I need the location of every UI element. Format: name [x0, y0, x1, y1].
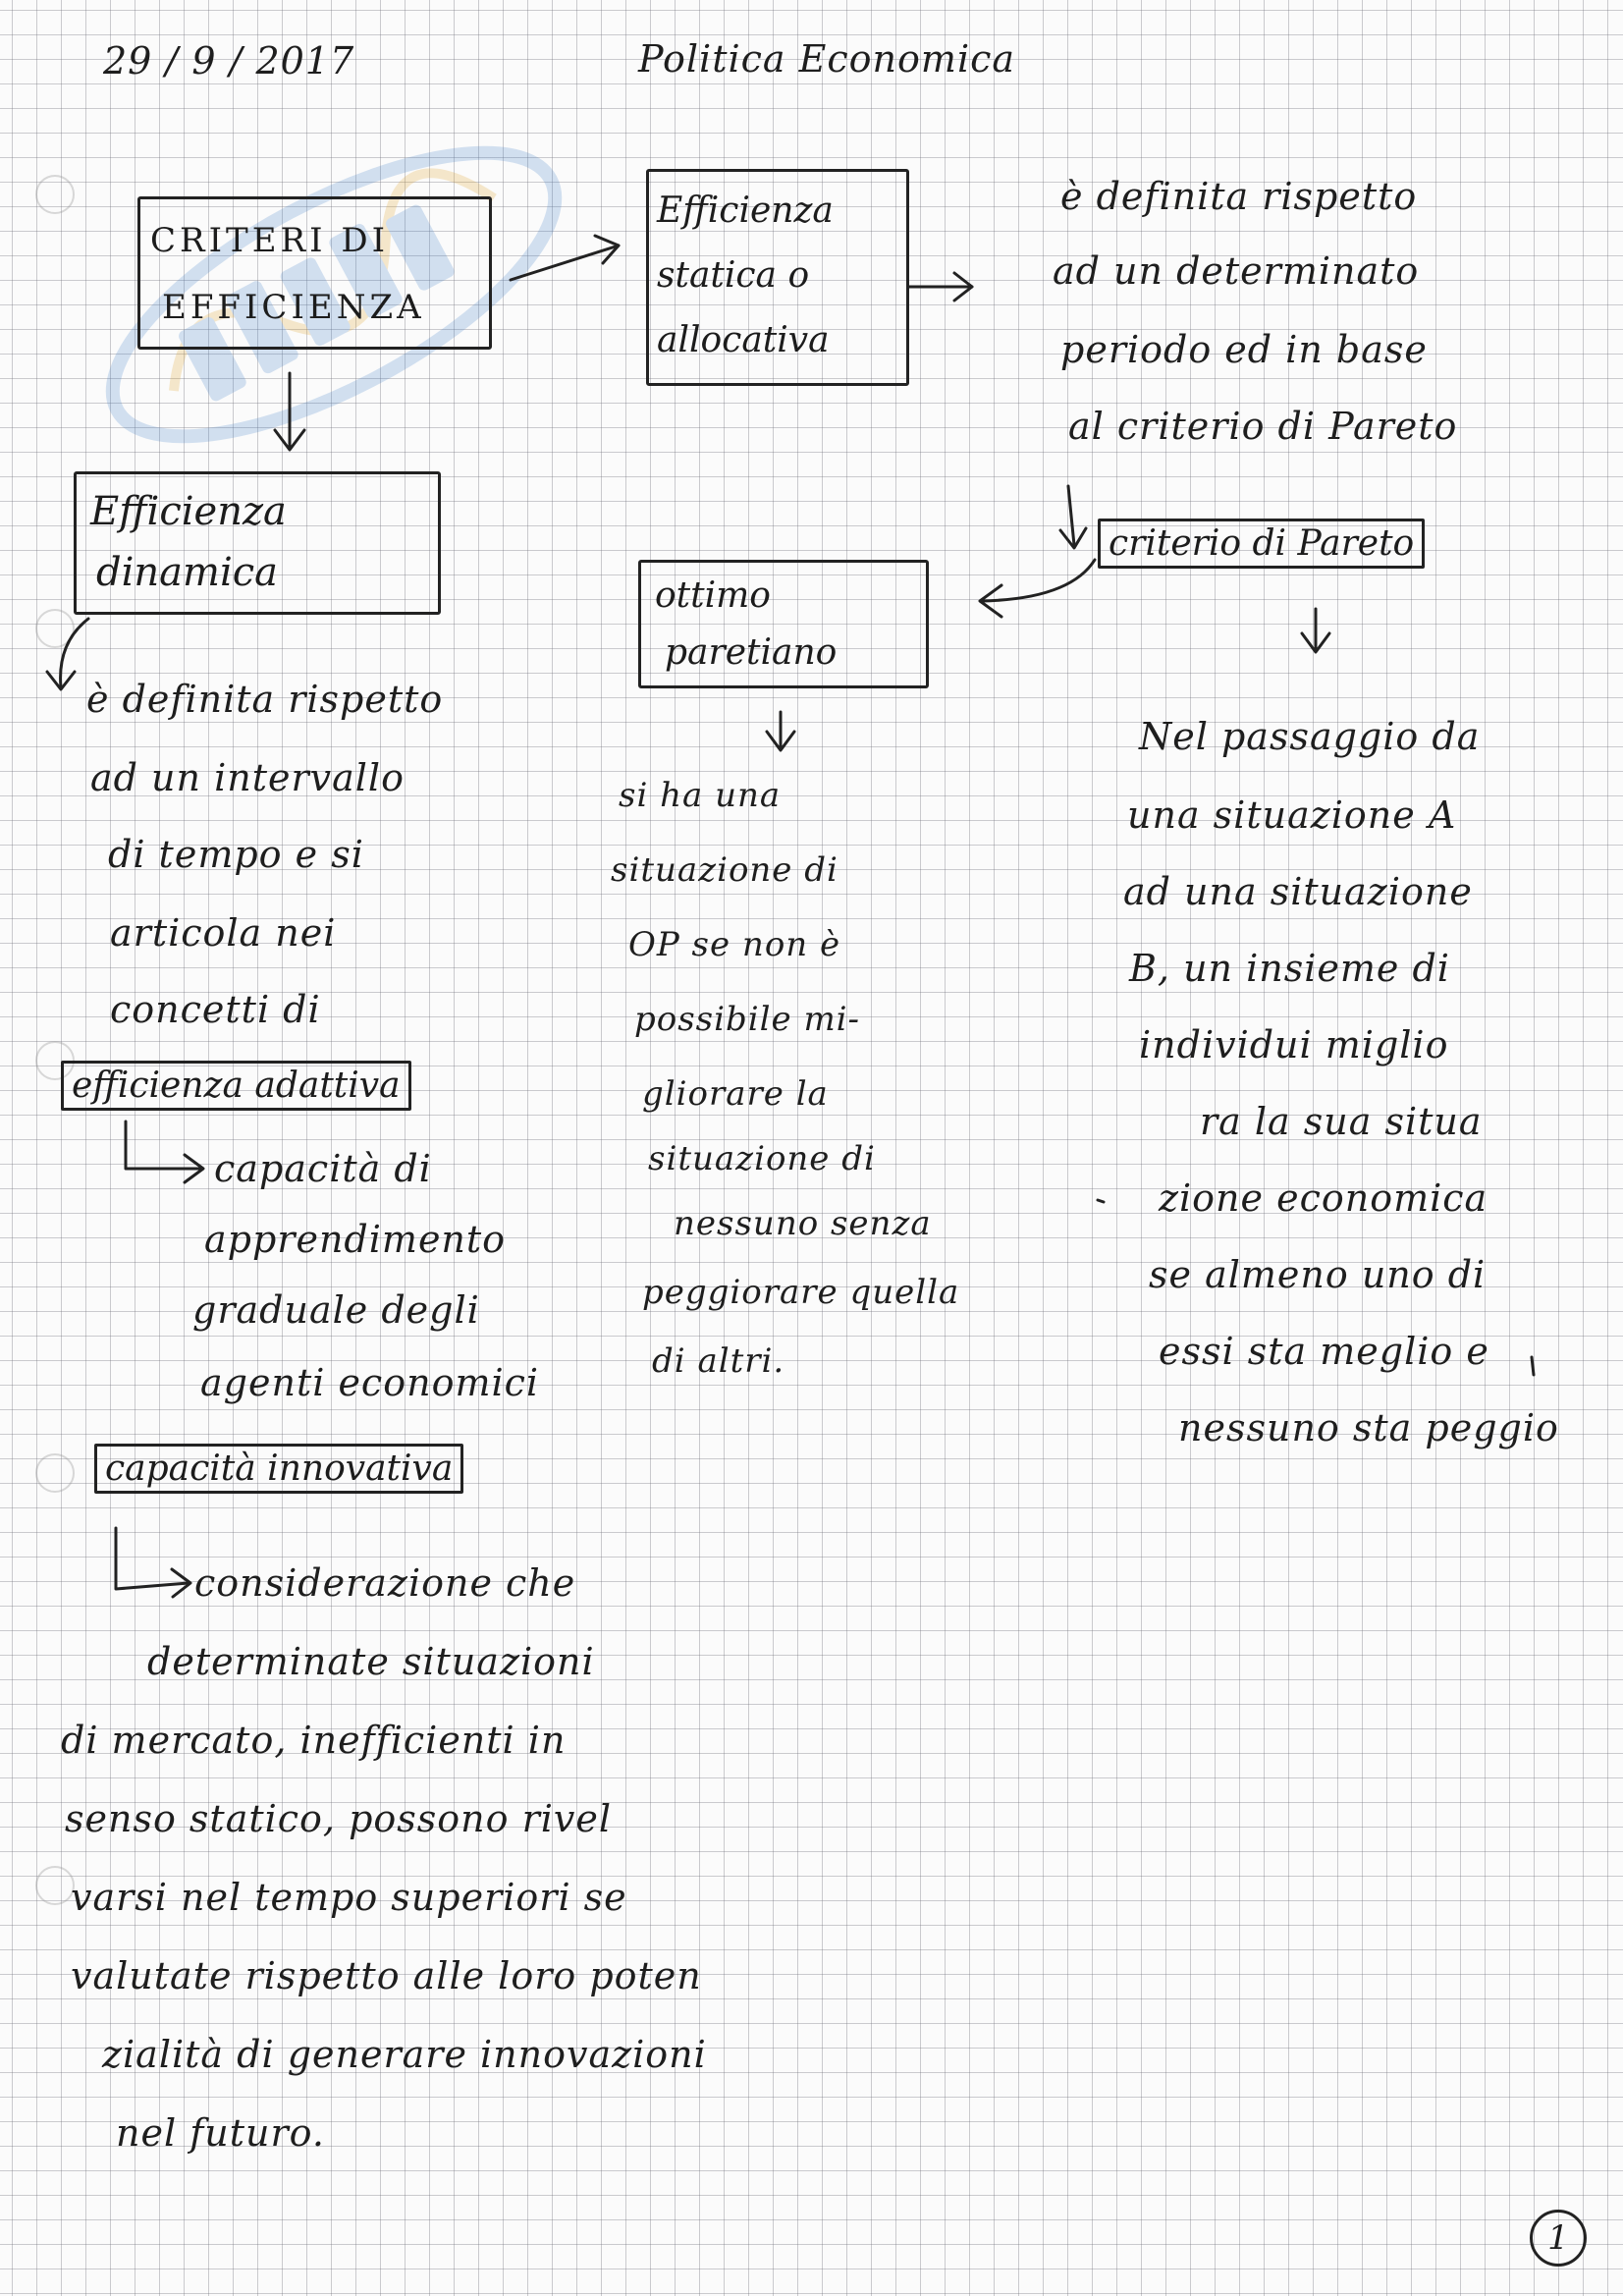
innovative-text-line: zialità di generare innovazioni	[102, 2033, 707, 2076]
dynamic-definition-line: è definita rispetto	[86, 678, 444, 721]
pareto-text-line: B, un insieme di	[1129, 947, 1450, 990]
optimum-text-line: situazione di	[611, 850, 839, 890]
optimum-text-line: nessuno senza	[674, 1204, 932, 1243]
innovative-text-line: di mercato, inefficienti in	[61, 1719, 567, 1762]
punch-hole	[35, 1453, 75, 1493]
static-box-line2: statica o	[657, 255, 810, 296]
innovative-text-line: varsi nel tempo superiori se	[71, 1876, 627, 1919]
optimum-text-line: situazione di	[648, 1139, 876, 1178]
pareto-text-line: essi sta meglio e	[1159, 1330, 1489, 1373]
criteria-box-line1: CRITERI DI	[150, 221, 390, 260]
dynamic-definition-line: concetti di	[110, 988, 321, 1031]
adaptive-text-line: graduale degli	[192, 1288, 480, 1332]
adaptive-efficiency-box: efficienza adattiva	[61, 1061, 411, 1111]
pareto-text-line: nessuno sta peggio	[1178, 1406, 1559, 1449]
pareto-text-line: zione economica	[1159, 1176, 1488, 1220]
adaptive-text-line: apprendimento	[204, 1218, 507, 1261]
pareto-text-line: ra la sua situa	[1200, 1100, 1483, 1143]
optimum-text-line: di altri.	[652, 1341, 785, 1381]
innovative-text-line: valutate rispetto alle loro poten	[71, 1954, 702, 1997]
static-definition-line: periodo ed in base	[1060, 328, 1428, 371]
pareto-text-line: individui miglio	[1139, 1023, 1449, 1066]
dynamic-box-line1: Efficienza	[90, 489, 287, 534]
note-subject: Politica Economica	[638, 37, 1016, 81]
optimum-text-line: gliorare la	[642, 1074, 829, 1114]
page-number: 1	[1530, 2210, 1587, 2267]
optimum-text-line: OP se non è	[628, 925, 841, 964]
criteria-box-line2: EFFICIENZA	[162, 288, 425, 327]
innovative-capacity-box: capacità innovativa	[94, 1444, 463, 1494]
static-definition-line: al criterio di Pareto	[1068, 405, 1458, 448]
static-definition-line: ad un determinato	[1053, 249, 1420, 293]
arrow-adaptive-hook	[126, 1121, 201, 1169]
innovative-text-line: considerazione che	[194, 1561, 576, 1605]
criteria-box	[137, 196, 492, 350]
static-box-line3: allocativa	[657, 320, 830, 360]
innovative-text-line: determinate situazioni	[147, 1640, 595, 1683]
optimum-text-line: peggiorare quella	[642, 1273, 960, 1312]
optimum-box-line2: paretiano	[665, 632, 838, 673]
pareto-optimum-box	[638, 560, 929, 688]
arrow-definition-to-criterion	[1068, 486, 1074, 545]
innovative-text-line: nel futuro.	[116, 2111, 325, 2155]
arrow-criteria-to-static	[511, 246, 619, 280]
optimum-box-line1: ottimo	[655, 575, 771, 616]
pareto-text-line: se almeno uno di	[1149, 1253, 1487, 1296]
static-efficiency-box	[646, 169, 909, 386]
punch-hole	[35, 609, 75, 648]
optimum-text-line: si ha una	[619, 776, 782, 815]
dynamic-definition-line: ad un intervallo	[90, 756, 405, 799]
pareto-text-line: ad una situazione	[1123, 870, 1473, 913]
dynamic-definition-line: articola nei	[110, 911, 337, 955]
innovative-text-line: senso statico, possono rivel	[65, 1797, 613, 1840]
punch-hole	[35, 175, 75, 214]
pareto-text-line: Nel passaggio da	[1139, 715, 1481, 758]
adaptive-text-line: capacità di	[214, 1147, 432, 1190]
pareto-text-line: una situazione A	[1127, 793, 1457, 837]
note-date: 29 / 9 / 2017	[103, 39, 355, 82]
arrow-innovative-hook	[116, 1528, 189, 1589]
dynamic-definition-line: di tempo e si	[108, 833, 364, 876]
optimum-text-line: possibile mi-	[634, 1000, 861, 1039]
dynamic-efficiency-box	[74, 471, 441, 615]
arrow-criterion-to-optimum	[982, 560, 1095, 601]
dynamic-box-line2: dinamica	[96, 550, 278, 595]
adaptive-text-line: agenti economici	[200, 1361, 540, 1404]
static-box-line1: Efficienza	[657, 191, 834, 231]
static-definition-line: è definita rispetto	[1060, 175, 1418, 218]
punch-hole	[35, 1866, 75, 1905]
pareto-criterion-box: criterio di Pareto	[1098, 519, 1425, 569]
